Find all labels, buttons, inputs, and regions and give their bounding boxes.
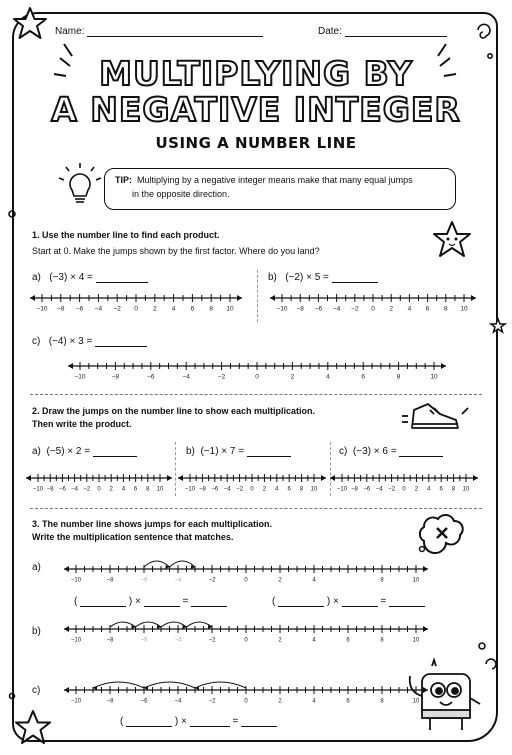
tip-text-1: Multiplying by a negative integer means make that many equal jumps	[137, 175, 413, 185]
tick-label: −8	[106, 637, 114, 644]
tick-label: −8	[46, 486, 54, 493]
tick-label: 8	[299, 486, 304, 493]
tick-label: 8	[380, 637, 384, 644]
tick-label: 4	[312, 637, 316, 644]
tick-label: 4	[427, 486, 431, 493]
problem-expression: (−5) × 2 =	[46, 446, 91, 457]
tick-label: 2	[414, 486, 419, 493]
problem-expression: (−2) × 5 =	[285, 272, 329, 283]
times-sign: ×	[333, 596, 339, 607]
tick-label: −10	[336, 486, 348, 493]
problem-letter: a)	[32, 446, 41, 457]
number-line-1b	[270, 294, 476, 313]
arrow-right-icon	[473, 475, 478, 481]
tick-label: −6	[147, 373, 155, 381]
tick-label: −2	[236, 486, 244, 493]
problem-letter: c)	[339, 446, 348, 457]
tick-label: 4	[407, 305, 412, 313]
tick-label: 6	[346, 698, 350, 705]
tick-label: 0	[244, 577, 248, 584]
tick-label: −10	[70, 577, 82, 584]
tick-label: −6	[140, 698, 148, 705]
arrow-left-icon	[64, 626, 69, 632]
section1-heading: 1. Use the number line to find each product.	[32, 230, 220, 240]
tip-text-2: in the opposite direction.	[132, 189, 230, 199]
tick-label: 4	[121, 486, 126, 493]
tick-label: 0	[244, 637, 248, 644]
number-line-2b	[178, 474, 326, 492]
tick-label: 6	[346, 637, 350, 644]
tick-label: −4	[375, 486, 383, 493]
section3-heading-1: 3. The number line shows jumps for each multiplication.	[32, 519, 273, 529]
tick-label: −6	[140, 577, 148, 584]
problem-letter: b)	[186, 446, 195, 457]
tick-label: −2	[208, 637, 216, 644]
tick-label: 4	[171, 305, 176, 313]
tick-label: 8	[146, 486, 150, 493]
tick-label: −4	[94, 305, 103, 313]
tick-label: −10	[184, 486, 196, 493]
problem-3b-letter: b)	[32, 626, 41, 637]
tick-label: 8	[380, 577, 384, 584]
tick-label: −10	[276, 305, 288, 313]
tick-label: 4	[275, 486, 279, 493]
tick-label: 0	[371, 305, 375, 313]
arrow-right-icon	[167, 475, 172, 481]
tick-label: −2	[113, 305, 121, 313]
tick-label: −6	[58, 486, 66, 493]
tick-label: 0	[255, 373, 259, 381]
problem-expression: (−1) × 7 =	[200, 446, 245, 457]
tick-label: −6	[211, 486, 219, 493]
section3-heading-2: Write the multiplication sentence that matches.	[32, 532, 234, 542]
tip-label: TIP:	[115, 175, 132, 185]
arrow-left-icon	[178, 475, 183, 481]
tick-label: 6	[190, 305, 195, 313]
tick-label: −4	[174, 698, 182, 705]
tick-label: −6	[314, 305, 323, 313]
problem-letter: a)	[32, 272, 41, 283]
problem-3a-letter: a)	[32, 562, 41, 573]
tick-label: 2	[278, 698, 282, 705]
arrow-right-icon	[237, 295, 242, 301]
arrow-right-icon	[471, 295, 476, 301]
name-label: Name:	[55, 26, 85, 37]
tick-label: 6	[133, 486, 138, 493]
problem-letter: b)	[268, 272, 277, 283]
tick-label: −6	[140, 637, 148, 644]
problem-letter: c)	[32, 336, 41, 347]
tick-label: 2	[290, 373, 295, 381]
tick-label: −8	[57, 305, 65, 313]
tick-label: 10	[156, 486, 164, 493]
paren-open: (	[120, 716, 124, 727]
section1-instruction: Start at 0. Make the jumps shown by the first factor. Where do you land?	[32, 246, 320, 256]
paren-close: )	[128, 596, 133, 607]
tick-label: −4	[332, 305, 341, 313]
tick-label: −8	[198, 486, 206, 493]
arrow-left-icon	[68, 363, 73, 369]
tick-label: −2	[208, 577, 216, 584]
tick-label: 10	[412, 637, 420, 644]
tick-label: 2	[262, 486, 267, 493]
tick-label: −8	[106, 698, 114, 705]
tick-label: 0	[244, 698, 248, 705]
tick-label: −8	[106, 577, 114, 584]
tick-label: 4	[312, 577, 316, 584]
problem-expression: (−3) × 6 =	[352, 446, 397, 457]
tick-label: 2	[109, 486, 113, 493]
equals-sign: =	[182, 596, 189, 607]
tick-label: −4	[174, 637, 182, 644]
tick-label: −10	[70, 637, 82, 644]
arrow-right-icon	[441, 363, 446, 369]
tick-label: 8	[209, 305, 214, 313]
tick-label: 6	[287, 486, 291, 493]
tick-label: 10	[460, 305, 468, 313]
tick-label: 2	[278, 637, 282, 644]
tick-label: −2	[217, 373, 226, 381]
number-line-3c	[64, 682, 428, 704]
tick-label: 6	[361, 373, 366, 381]
tick-label: 0	[97, 486, 101, 493]
tick-label: −10	[36, 305, 48, 313]
tick-label: −2	[388, 486, 396, 493]
tick-label: −4	[182, 373, 190, 381]
date-label: Date:	[318, 26, 342, 37]
number-line-3b	[64, 622, 428, 643]
tick-label: 10	[430, 373, 438, 381]
problem-expression: (−3) × 4 =	[49, 272, 93, 283]
number-line-2a	[26, 474, 172, 492]
paren-close: )	[326, 596, 331, 607]
arrow-right-icon	[423, 687, 428, 693]
tick-label: 6	[425, 305, 430, 313]
tick-label: 8	[451, 486, 456, 493]
arrow-left-icon	[26, 475, 31, 481]
tick-label: −4	[71, 486, 79, 493]
tick-label: −6	[75, 305, 84, 313]
tick-label: 8	[396, 373, 401, 381]
tick-label: 10	[462, 486, 470, 493]
problem-3c-letter: c)	[32, 685, 41, 696]
paren-open: (	[74, 596, 78, 607]
tick-label: 0	[134, 305, 138, 313]
problem-expression: (−4) × 3 =	[48, 336, 93, 347]
tick-label: −4	[223, 486, 231, 493]
tick-label: 10	[226, 305, 234, 313]
tick-label: −10	[74, 373, 86, 381]
tick-label: −8	[111, 373, 120, 381]
tick-label: 2	[389, 305, 394, 313]
page-subtitle: USING A NUMBER LINE	[155, 134, 357, 152]
times-sign: ×	[181, 716, 187, 727]
number-line-1c	[68, 362, 446, 381]
tick-label: 6	[439, 486, 443, 493]
tick-label: 4	[312, 698, 316, 705]
arrow-left-icon	[30, 295, 35, 301]
tick-label: −8	[296, 305, 304, 313]
tick-label: 0	[250, 486, 254, 493]
section2-heading-1: 2. Draw the jumps on the number line to show each multiplication.	[32, 406, 316, 416]
page-title-line2: A NEGATIVE INTEGER	[51, 90, 461, 129]
arrow-left-icon	[330, 475, 335, 481]
tick-label: 10	[412, 698, 420, 705]
tick-label: −10	[32, 486, 44, 493]
number-line-2c	[330, 474, 478, 492]
times-sign: ×	[135, 596, 141, 607]
tick-label: −2	[351, 305, 359, 313]
tick-label: −6	[363, 486, 371, 493]
equals-sign: =	[232, 716, 239, 727]
tick-label: 2	[278, 577, 282, 584]
arrow-right-icon	[423, 566, 428, 572]
arrow-left-icon	[270, 295, 275, 301]
tick-label: 2	[152, 305, 157, 313]
tick-label: 8	[443, 305, 448, 313]
tick-label: 10	[412, 577, 420, 584]
tick-label: −2	[83, 486, 91, 493]
section2-heading-2: Then write the product.	[32, 419, 132, 429]
tick-label: 8	[380, 698, 384, 705]
arrow-right-icon	[423, 626, 428, 632]
paren-open: (	[272, 596, 276, 607]
page-title-line1: MULTIPLYING BY	[99, 54, 413, 93]
tick-label: −8	[350, 486, 358, 493]
number-line-1a	[30, 294, 242, 313]
tick-label: −2	[208, 698, 216, 705]
arrow-right-icon	[321, 475, 326, 481]
number-line-3a	[64, 561, 428, 583]
tick-label: 10	[310, 486, 318, 493]
arrow-left-icon	[64, 687, 69, 693]
tick-label: 0	[402, 486, 406, 493]
tick-label: 4	[325, 373, 330, 381]
tick-label: −10	[70, 698, 82, 705]
tick-label: −4	[174, 577, 182, 584]
arrow-left-icon	[64, 566, 69, 572]
paren-close: )	[174, 716, 179, 727]
equals-sign: =	[380, 596, 387, 607]
